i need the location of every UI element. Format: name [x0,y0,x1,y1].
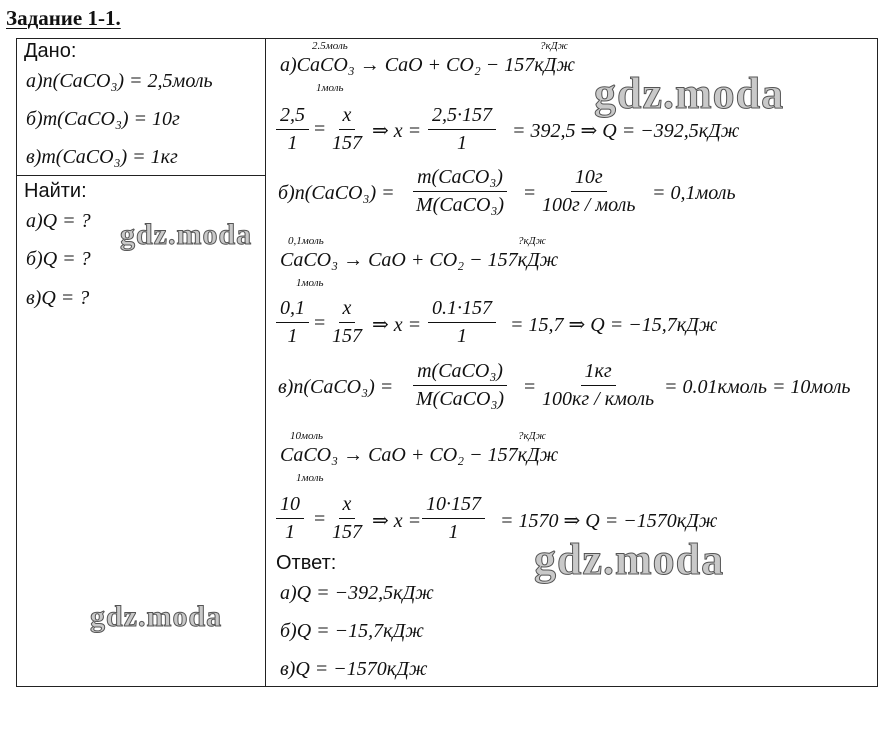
reactant-formula: CaCO₃ [280,444,339,466]
proportion-fraction: $\frac{0,1}{1}$ [276,297,309,348]
watermark: gdz.moda [594,69,785,118]
watermark: gdz.moda [120,218,253,251]
solve-lhs: ⇒ x = [372,510,422,532]
watermark: gdz.moda [534,535,725,584]
reactant-amount-label: 2.5моль [312,40,348,52]
value-fraction-c: 1кг 100кг / кмоль [542,360,655,410]
proportion-fraction: $\frac{x}{157}$ [332,297,362,347]
equals-sign: = [524,376,536,398]
solve-fraction: $\frac{2,5\cdot 157}{1}$ [428,104,496,155]
find-item: б)Q = ? [26,248,91,270]
equals-sign: = [314,312,326,334]
equals-sign: = [524,182,536,204]
amount-lhs-c: в)n(CaCO₃) = [278,376,394,398]
given-find-divider [16,175,266,176]
solve-lhs: ⇒ x = [372,314,422,336]
amount-fraction-b: m(CaCO₃) M(CaCO₃) [412,166,508,217]
given-item: б)m(CaCO₃) = 10г [26,108,180,130]
table-bottom-border [16,686,878,687]
solve-lhs: ⇒ x = [372,120,422,142]
reaction-equation-a: а)CaCO₃ → CaO + CO₂ − 157кДж [280,54,575,76]
answer-item: б)Q = −15,7кДж [280,620,424,642]
solve-result: = 15,7 ⇒ Q = −15,7кДж [510,314,718,336]
answer-item: а)Q = −392,5кДж [280,582,434,604]
amount-fraction-c: m(CaCO₃) M(CaCO₃) [412,360,508,411]
task-title: Задание 1-1. [6,6,121,30]
heat-unknown-label: ?кДж [540,40,568,52]
table-left-border [16,38,17,687]
reaction-equation-b: CaCO₃ → CaO + CO₂ − 157кДж [280,249,559,271]
watermark: gdz.moda [90,600,223,633]
table-column-divider [265,38,266,687]
find-item: а)Q = ? [26,210,91,232]
given-header: Дано: [24,40,77,62]
given-item: в)m(CaCO₃) = 1кг [26,146,178,168]
amount-result-b: = 0,1моль [652,182,736,204]
proportion-fraction: $\frac{x}{157}$ [332,104,362,154]
value-fraction-b: 10г 100г / моль [542,166,636,216]
solve-result: = 392,5 ⇒ Q = −392,5кДж [512,120,740,142]
solve-fraction: $\frac{10\cdot 157}{1}$ [422,493,485,544]
proportion-fraction: $\frac{10}{1}$ [276,493,304,544]
proportion-fraction: $\frac{x}{157}$ [332,493,362,543]
amount-lhs-b: б)n(CaCO₃) = [278,182,395,204]
equals-sign: = [314,118,326,140]
solve-result: = 1570 ⇒ Q = −1570кДж [500,510,718,532]
table-right-border [877,38,878,687]
amount-result-c: = 0.01кмоль = 10моль [664,376,851,398]
reactant-stoich-label: 1моль [296,277,324,289]
proportion-fraction: $\frac{2,5}{1}$ [276,104,309,155]
given-item: а)n(CaCO₃) = 2,5моль [26,70,213,92]
find-header: Найти: [24,180,87,202]
reactant-stoich-label: 1моль [316,82,344,94]
reactant-formula: CaCO₃ [296,54,355,76]
table-top-border [16,38,878,39]
reactant-amount-label: 10моль [290,430,324,442]
heat-unknown-label: ?кДж [518,235,546,247]
equals-sign: = [314,508,326,530]
reactant-formula: CaCO₃ [280,249,339,271]
reactant-amount-label: 0,1моль [288,235,324,247]
reaction-equation-c: CaCO₃ → CaO + CO₂ − 157кДж [280,444,559,466]
heat-unknown-label: ?кДж [518,430,546,442]
answer-header: Ответ: [276,552,337,574]
solve-fraction: $\frac{0.1\cdot 157}{1}$ [428,297,496,348]
find-item: в)Q = ? [26,287,90,309]
reactant-stoich-label: 1моль [296,472,324,484]
answer-item: в)Q = −1570кДж [280,658,428,680]
